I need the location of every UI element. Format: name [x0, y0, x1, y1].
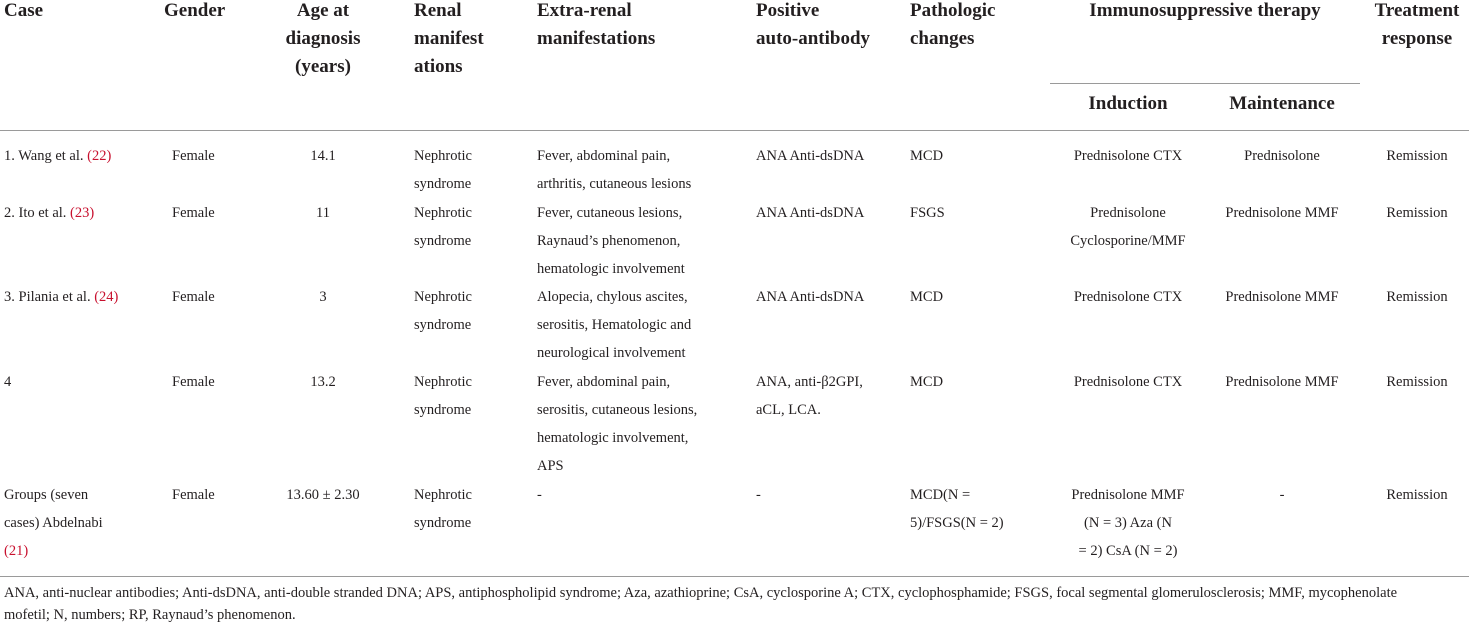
cell-pathology: FSGS: [910, 205, 945, 221]
cell-response: Remission: [1386, 374, 1448, 390]
header-divider-therapy: [1050, 83, 1360, 84]
cell-age: 3: [319, 289, 327, 305]
cell-maintenance: Prednisolone MMF: [1225, 205, 1339, 221]
cell-age: 13.2: [310, 374, 336, 390]
cell-response: Remission: [1386, 205, 1448, 221]
header-gender: Gender: [164, 0, 226, 21]
header-pathology: Pathologic changes: [910, 0, 996, 49]
reference-link[interactable]: (24): [94, 289, 119, 305]
cell-extra-renal: Alopecia, chylous ascites, serositis, Hematologic and neurological involvement: [537, 289, 692, 361]
cell-case: 2. Ito et al. (23): [4, 205, 95, 221]
cell-gender: Female: [172, 148, 215, 164]
cell-renal: Nephrotic syndrome: [414, 487, 472, 531]
cell-induction: Prednisolone MMF (N = 3) Aza (N = 2) CsA (N = 2): [1071, 487, 1185, 559]
header-response: Treatment response: [1374, 0, 1460, 49]
header-antibody: Positive auto-antibody: [756, 0, 871, 49]
cell-extra-renal: Fever, abdominal pain, serositis, cutaneous lesions, hematologic involvement, APS: [537, 374, 698, 474]
cell-extra-renal: -: [537, 487, 542, 503]
cell-maintenance: Prednisolone MMF: [1225, 374, 1339, 390]
reference-link[interactable]: (22): [87, 148, 112, 164]
header-age: Age at diagnosis (years): [285, 0, 361, 77]
cell-renal: Nephrotic syndrome: [414, 374, 472, 418]
cell-induction: Prednisolone CTX: [1073, 374, 1183, 390]
cell-maintenance: Prednisolone MMF: [1225, 289, 1339, 305]
header-induction: Induction: [1088, 93, 1168, 114]
cell-age: 11: [316, 205, 330, 221]
cell-induction: Prednisolone CTX: [1073, 148, 1183, 164]
cell-antibody: ANA Anti-dsDNA: [756, 205, 865, 221]
cell-renal: Nephrotic syndrome: [414, 148, 472, 192]
cell-antibody: ANA Anti-dsDNA: [756, 148, 865, 164]
cell-case: Groups (seven cases) Abdelnabi (21): [4, 487, 103, 559]
cell-maintenance: -: [1279, 487, 1285, 503]
reference-link[interactable]: (23): [70, 205, 95, 221]
header-renal: Renal manifest ations: [414, 0, 484, 77]
cell-induction: Prednisolone Cyclosporine/MMF: [1070, 205, 1186, 249]
cell-response: Remission: [1386, 487, 1448, 503]
cell-pathology: MCD(N = 5)/FSGS(N = 2): [910, 487, 1004, 531]
cell-gender: Female: [172, 374, 215, 390]
cell-induction: Prednisolone CTX: [1073, 289, 1183, 305]
header-bottom-rule: [0, 130, 1469, 131]
cell-extra-renal: Fever, cutaneous lesions, Raynaud’s phenomenon, hematologic involvement: [537, 205, 685, 277]
header-maintenance: Maintenance: [1229, 93, 1335, 114]
cell-case: 1. Wang et al. (22): [4, 148, 112, 164]
cell-response: Remission: [1386, 148, 1448, 164]
header-therapy: Immunosuppressive therapy: [1089, 0, 1321, 21]
cell-case: 4: [4, 374, 12, 390]
cell-response: Remission: [1386, 289, 1448, 305]
cell-pathology: MCD: [910, 148, 944, 164]
cell-extra-renal: Fever, abdominal pain, arthritis, cutaneous lesions: [537, 148, 692, 192]
cell-case: 3. Pilania et al. (24): [4, 289, 119, 305]
cell-age: 14.1: [310, 148, 336, 164]
cell-antibody: -: [756, 487, 761, 503]
cell-maintenance: Prednisolone: [1244, 148, 1320, 164]
header-extra-renal: Extra-renal manifestations: [537, 0, 656, 49]
cell-renal: Nephrotic syndrome: [414, 289, 472, 333]
table-bottom-rule: [0, 576, 1469, 577]
cell-pathology: MCD: [910, 374, 944, 390]
cell-antibody: ANA, anti-β2GPI, aCL, LCA.: [756, 374, 863, 418]
cell-renal: Nephrotic syndrome: [414, 205, 472, 249]
table-footnote: ANA, anti-nuclear antibodies; Anti-dsDNA, anti-double stranded DNA; APS, antiphospholipid syndrome; Aza, azathioprine; CsA, cyclosporine A; CTX, cyclophosphamide; FSGS, focal segmental glomerulosclerosis; MMF, mycophenolate mofetil; N, numbers; RP, Raynaud’s phenomenon.: [4, 585, 1398, 623]
cell-gender: Female: [172, 487, 215, 503]
header-case: Case: [4, 0, 44, 21]
cell-antibody: ANA Anti-dsDNA: [756, 289, 865, 305]
reference-link[interactable]: (21): [4, 543, 29, 559]
cell-gender: Female: [172, 289, 215, 305]
cell-age: 13.60 ± 2.30: [286, 487, 360, 503]
cell-gender: Female: [172, 205, 215, 221]
cell-pathology: MCD: [910, 289, 944, 305]
